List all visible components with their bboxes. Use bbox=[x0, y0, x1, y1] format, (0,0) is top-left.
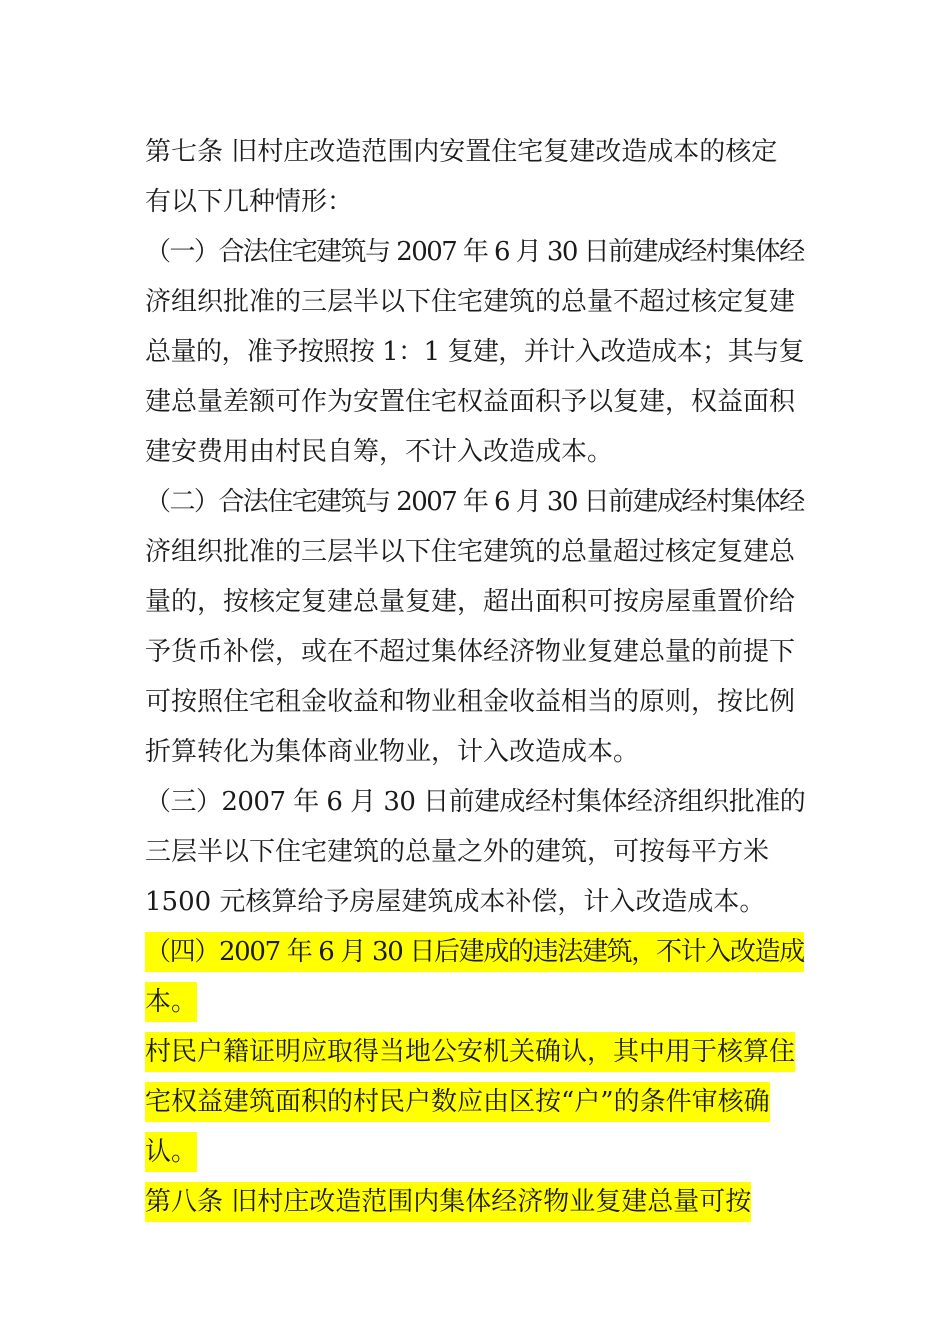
text-line: 可按照住宅租金收益和物业租金收益相当的原则，按比例 bbox=[145, 687, 796, 717]
text-line: 有以下几种情形： bbox=[145, 187, 354, 217]
text-line: 折算转化为集体商业物业，计入改造成本。 bbox=[145, 737, 640, 767]
highlighted-text-line: 本。 bbox=[145, 982, 197, 1022]
text-line: 三层半以下住宅建筑的总量之外的建筑，可按每平方米 bbox=[145, 837, 770, 867]
text-line: 济组织批准的三层半以下住宅建筑的总量超过核定复建总 bbox=[145, 537, 796, 567]
highlighted-text-line: 认。 bbox=[145, 1132, 197, 1172]
text-line: 建安费用由村民自筹，不计入改造成本。 bbox=[145, 437, 614, 467]
text-line: （一）合法住宅建筑与 2007 年 6 月 30 日前建成经村集体经 bbox=[145, 237, 804, 267]
text-line: 济组织批准的三层半以下住宅建筑的总量不超过核定复建 bbox=[145, 287, 796, 317]
text-line: 建总量差额可作为安置住宅权益面积予以复建，权益面积 bbox=[145, 387, 796, 417]
text-line: （二）合法住宅建筑与 2007 年 6 月 30 日前建成经村集体经 bbox=[145, 487, 804, 517]
text-line: 第七条 旧村庄改造范围内安置住宅复建改造成本的核定 bbox=[145, 137, 778, 167]
highlighted-text-line: 第八条 旧村庄改造范围内集体经济物业复建总量可按 bbox=[145, 1182, 751, 1222]
text-line: 量的，按核定复建总量复建，超出面积可按房屋重置价给 bbox=[145, 587, 796, 617]
highlighted-text-line: 村民户籍证明应取得当地公安机关确认，其中用于核算住 bbox=[145, 1032, 795, 1072]
highlighted-text-line: 宅权益建筑面积的村民户数应由区按“户”的条件审核确 bbox=[145, 1082, 770, 1122]
text-line: 1500 元核算给予房屋建筑成本补偿，计入改造成本。 bbox=[145, 887, 766, 917]
text-line: （三）2007 年 6 月 30 日前建成经村集体经济组织批准的 bbox=[145, 787, 806, 817]
highlighted-text-line: （四）2007 年 6 月 30 日后建成的违法建筑，不计入改造成 bbox=[145, 932, 804, 972]
text-line: 予货币补偿，或在不超过集体经济物业复建总量的前提下 bbox=[145, 637, 796, 667]
text-line: 总量的，准予按照按 1：1 复建，并计入改造成本；其与复 bbox=[145, 337, 805, 367]
